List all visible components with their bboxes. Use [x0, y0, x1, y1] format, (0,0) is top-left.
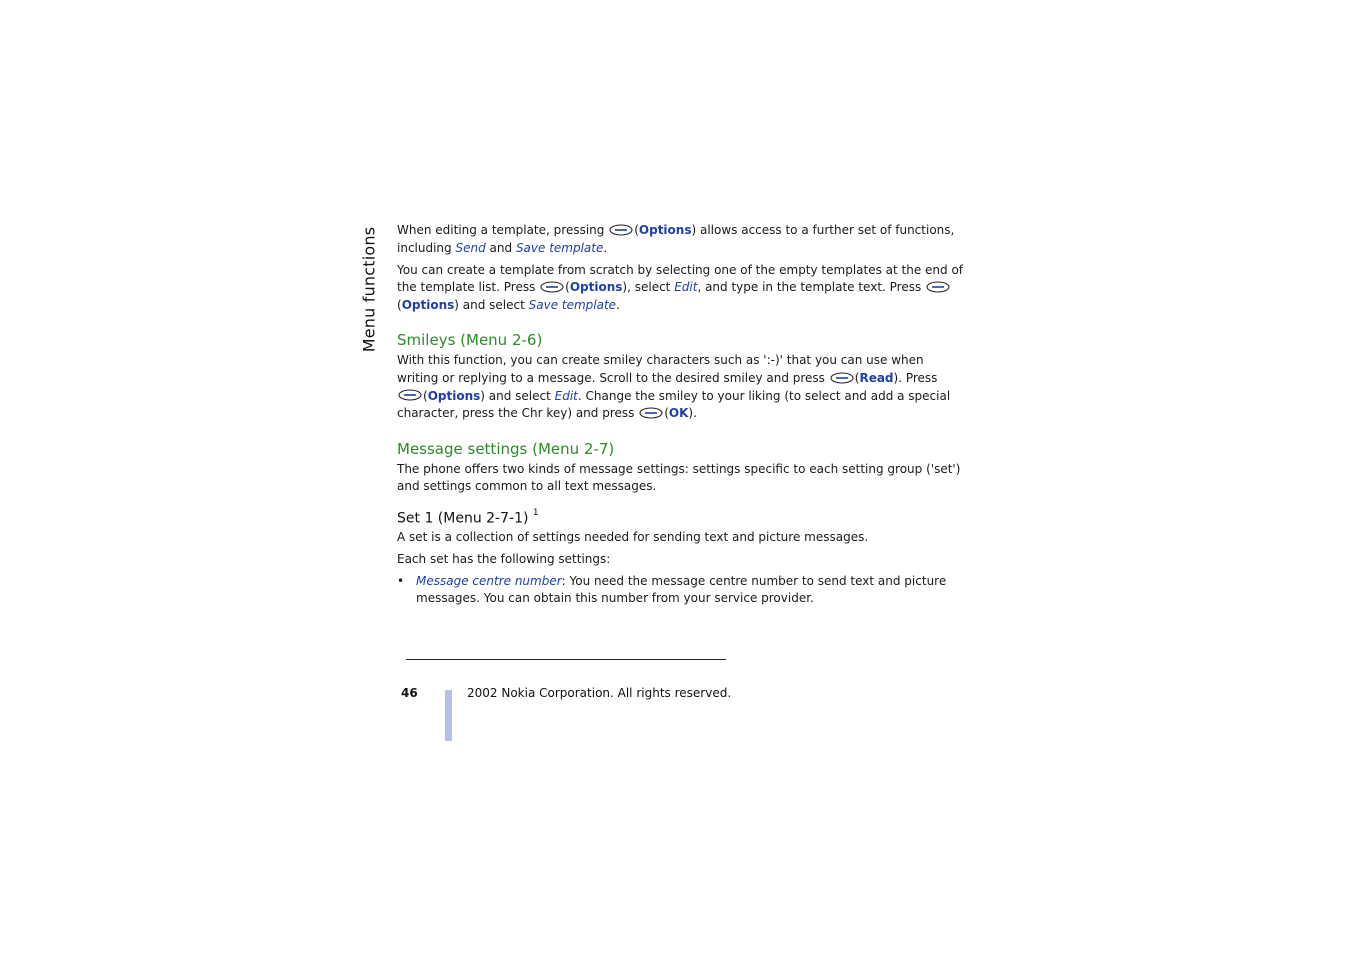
ok-softkey-label: OK	[668, 406, 689, 421]
selection-key-icon	[639, 407, 663, 419]
footer-accent-bar	[445, 690, 452, 741]
options-softkey-label: Options	[401, 297, 455, 312]
heading-message-settings: Message settings (Menu 2-7)	[397, 439, 615, 458]
bullet-marker: •	[397, 573, 405, 588]
selection-key-icon	[609, 224, 633, 236]
paragraph-smileys: With this function, you can create smiley characters such as ':-)' that you can use when writing or replying to a message. Scroll to the desired smiley and press (Read). Press (Options) and select Edit. Change the smiley to your liking (to select and add a special character, press the Chr key) and press (OK).	[397, 353, 951, 421]
selection-key-icon	[398, 389, 422, 401]
save-template-option: Save template	[515, 240, 604, 255]
paragraph-template-scratch: You can create a template from scratch by selecting one of the empty templates at the end of the template list. Press (Options), select Edit, and type in the template text. Press (Options) and select Save template.	[397, 262, 964, 312]
paragraph-set-description: A set is a collection of settings needed for sending text and picture messages.	[397, 529, 869, 544]
edit-option: Edit	[674, 280, 698, 295]
page-number: 46	[401, 686, 418, 700]
page-content	[397, 222, 965, 608]
footnote-marker: 1	[532, 508, 539, 519]
options-softkey-label: Options	[638, 223, 692, 237]
paragraph-set-settings: Each set has the following settings:	[397, 551, 611, 566]
options-softkey-label: Options	[427, 388, 481, 403]
heading-smileys: Smileys (Menu 2-6)	[397, 331, 543, 350]
selection-key-icon	[830, 372, 854, 384]
paragraph-template-options: When editing a template, pressing (Options) allows access to a further set of functions, including Send and Save template.	[397, 223, 955, 255]
heading-set-1: Set 1 (Menu 2-7-1) $^1$	[397, 508, 539, 527]
options-softkey-label: Options	[569, 280, 623, 295]
selection-key-icon	[540, 281, 564, 293]
list-item-message-centre-number: • Message centre number: You need the message centre number to send text and picture messages. You can obtain this number from your service provider.	[397, 573, 947, 606]
read-softkey-label: Read	[859, 371, 894, 386]
edit-option: Edit	[554, 388, 578, 403]
selection-key-icon	[926, 281, 950, 293]
copyright-notice: 2002 Nokia Corporation. All rights reserved.	[467, 686, 732, 700]
paragraph-message-settings: The phone offers two kinds of message settings: settings specific to each setting group ('set') and settings common to all text messages.	[397, 461, 961, 494]
footnote-divider	[406, 659, 726, 660]
save-template-option: Save template	[528, 297, 617, 312]
side-tab-label: Menu functions	[359, 226, 379, 352]
message-centre-number-option: Message centre number	[416, 573, 562, 588]
send-option: Send	[455, 240, 486, 255]
side-tab	[358, 226, 380, 352]
